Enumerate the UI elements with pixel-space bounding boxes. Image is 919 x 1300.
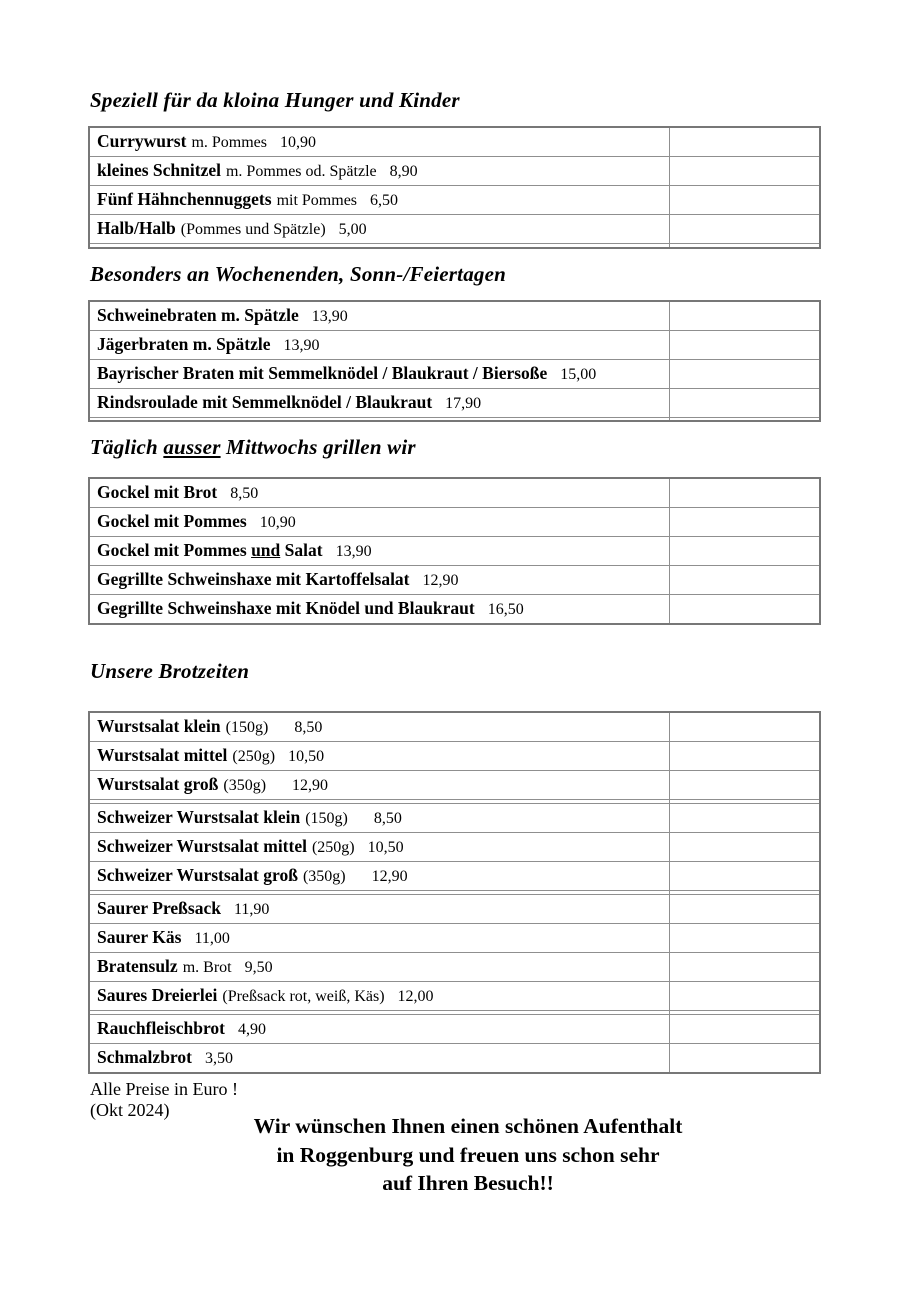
menu-item-row	[89, 953, 820, 982]
heading-text: Täglich	[90, 435, 164, 459]
menu-item-row	[89, 537, 820, 566]
item-name: Currywurst	[97, 131, 187, 151]
notes-cell	[669, 215, 820, 244]
notes-cell	[669, 862, 820, 891]
item-price: 15,00	[560, 365, 597, 383]
menu-table	[88, 711, 821, 1074]
item-price: 10,90	[259, 514, 296, 531]
menu-item-row	[89, 186, 820, 215]
menu-item-cell	[89, 215, 669, 244]
item-description: (250g)	[311, 839, 355, 856]
item-price: 17,90	[445, 394, 482, 412]
notes-cell	[669, 566, 820, 595]
menu-item-row	[89, 1015, 820, 1044]
menu-item-cell	[89, 388, 669, 417]
item-name: kleines Schnitzel	[97, 160, 221, 180]
item-price: 11,90	[233, 901, 270, 918]
menu-item-cell	[89, 595, 669, 625]
notes-cell	[669, 804, 820, 833]
menu-item-row	[89, 742, 820, 771]
menu-item-cell	[89, 359, 669, 388]
item-price: 10,50	[367, 839, 404, 856]
item-description: (150g)	[225, 719, 269, 736]
item-price: 13,90	[311, 307, 348, 325]
item-name: Gockel mit Brot	[97, 482, 218, 502]
item-name: Salat	[280, 540, 323, 560]
item-price: 10,50	[288, 748, 325, 765]
prices-note: Alle Preise in Euro !	[90, 1079, 238, 1099]
notes-cell	[669, 712, 820, 742]
item-price: 12,90	[292, 777, 329, 794]
item-description: (350g)	[302, 868, 346, 885]
footer	[88, 1079, 819, 1198]
item-name: Wurstsalat mittel	[97, 745, 228, 765]
item-price: 8,90	[389, 163, 418, 180]
item-price: 9,50	[244, 959, 273, 976]
menu-item-cell	[89, 1015, 669, 1044]
item-name: Saurer Käs	[97, 927, 182, 947]
item-name: Gockel mit Pommes	[97, 540, 252, 560]
item-name: Rindsroulade mit Semmelknödel / Blaukraut	[97, 391, 433, 412]
menu-item-row	[89, 712, 820, 742]
item-name: Schmalzbrot	[97, 1047, 192, 1067]
spacer-cell	[669, 244, 820, 248]
menu-item-cell	[89, 330, 669, 359]
menu-item-row	[89, 1044, 820, 1074]
item-name: Saures Dreierlei	[97, 985, 218, 1005]
item-price: 8,50	[294, 719, 323, 736]
menu-item-cell	[89, 127, 669, 157]
item-price: 13,90	[283, 336, 320, 354]
menu-section	[88, 659, 819, 1074]
menu-item-cell	[89, 895, 669, 924]
menu-item-cell	[89, 742, 669, 771]
menu-item-row	[89, 388, 820, 417]
notes-cell	[669, 953, 820, 982]
menu-item-row	[89, 127, 820, 157]
farewell-line-2: in Roggenburg und freuen uns schon sehr	[276, 1142, 660, 1167]
menu-item-row	[89, 478, 820, 508]
item-name-underlined: und	[251, 540, 281, 560]
notes-cell	[669, 508, 820, 537]
menu-item-row	[89, 924, 820, 953]
menu-section	[88, 88, 819, 249]
item-description: m. Pommes	[191, 134, 267, 151]
spacer-cell	[89, 417, 669, 421]
menu-item-cell	[89, 1044, 669, 1074]
menu-item-cell	[89, 982, 669, 1011]
menu-item-cell	[89, 301, 669, 331]
menu-item-row	[89, 771, 820, 800]
menu-item-row	[89, 982, 820, 1011]
menu-table	[88, 477, 821, 625]
item-price: 12,90	[422, 572, 459, 589]
menu-item-cell	[89, 712, 669, 742]
menu-table	[88, 126, 821, 249]
notes-cell	[669, 127, 820, 157]
notes-cell	[669, 1015, 820, 1044]
heading-underlined-text: ausser	[163, 435, 221, 459]
menu-item-row	[89, 157, 820, 186]
item-description: (Pommes und Spätzle)	[180, 221, 326, 238]
item-price: 11,00	[194, 930, 230, 947]
menu-section	[88, 435, 819, 625]
notes-cell	[669, 924, 820, 953]
menu-item-cell	[89, 804, 669, 833]
notes-cell	[669, 186, 820, 215]
notes-cell	[669, 1044, 820, 1074]
item-description: mit Pommes	[276, 192, 358, 209]
menu-content	[88, 88, 819, 1198]
item-name: Halb/Halb	[97, 218, 176, 238]
menu-table	[88, 300, 821, 423]
item-name: Gockel mit Pommes	[97, 511, 247, 531]
item-name: Fünf Hähnchennuggets	[97, 189, 272, 209]
notes-cell	[669, 478, 820, 508]
item-description: (250g)	[232, 748, 276, 765]
spacer-row	[89, 417, 820, 421]
item-name: Rauchfleischbrot	[97, 1018, 226, 1038]
item-name: Schweizer Wurstsalat mittel	[97, 836, 307, 856]
item-price: 12,00	[397, 988, 434, 1005]
notes-cell	[669, 330, 820, 359]
section-heading	[90, 88, 819, 113]
item-description: m. Brot	[182, 959, 232, 976]
heading-text: Besonders an Wochenenden, Sonn-/Feiertagen	[90, 261, 507, 286]
notes-cell	[669, 833, 820, 862]
item-name: Saurer Preßsack	[97, 898, 221, 918]
item-price: 6,50	[370, 192, 399, 209]
spacer-cell	[669, 417, 820, 421]
item-price: 8,50	[373, 810, 402, 827]
item-name: Schweizer Wurstsalat klein	[97, 807, 301, 827]
item-description: (Preßsack rot, weiß, Käs)	[222, 988, 385, 1005]
date-note: (Okt 2024)	[90, 1100, 170, 1120]
menu-item-row	[89, 330, 820, 359]
item-name: Bayrischer Braten mit Semmelknödel / Blaukraut / Biersoße	[97, 362, 548, 383]
item-price: 3,50	[204, 1050, 233, 1067]
notes-cell	[669, 595, 820, 625]
menu-item-row	[89, 895, 820, 924]
menu-item-cell	[89, 771, 669, 800]
menu-item-cell	[89, 924, 669, 953]
item-price: 10,90	[280, 134, 316, 151]
section-heading	[90, 435, 819, 460]
heading-text: Speziell für da kloina Hunger und Kinder	[90, 88, 460, 112]
item-name: Schweinebraten m. Spätzle	[97, 304, 299, 325]
menu-item-cell	[89, 186, 669, 215]
heading-text: Mittwochs grillen wir	[220, 435, 416, 459]
item-price: 4,90	[238, 1021, 267, 1038]
menu-item-row	[89, 301, 820, 331]
item-price: 5,00	[338, 221, 367, 238]
menu-section	[88, 262, 819, 423]
item-name: Bratensulz	[97, 956, 178, 976]
menu-item-row	[89, 804, 820, 833]
item-name: Gegrillte Schweinshaxe mit Kartoffelsalat	[97, 569, 410, 589]
item-price: 16,50	[487, 601, 524, 618]
item-name: Wurstsalat klein	[97, 716, 221, 736]
section-heading	[90, 262, 819, 287]
notes-cell	[669, 301, 820, 331]
menu-sections	[88, 88, 819, 1074]
menu-item-cell	[89, 953, 669, 982]
menu-item-cell	[89, 157, 669, 186]
notes-cell	[669, 895, 820, 924]
menu-item-cell	[89, 566, 669, 595]
menu-item-row	[89, 508, 820, 537]
menu-item-cell	[89, 833, 669, 862]
item-name: Gegrillte Schweinshaxe mit Knödel und Blaukraut	[97, 598, 475, 618]
item-price: 12,90	[371, 868, 408, 885]
item-description: (150g)	[305, 810, 348, 827]
spacer-cell	[89, 244, 669, 248]
item-description: (350g)	[223, 777, 267, 794]
menu-item-row	[89, 833, 820, 862]
farewell-message	[118, 1112, 818, 1198]
menu-item-cell	[89, 862, 669, 891]
notes-cell	[669, 359, 820, 388]
menu-item-row	[89, 595, 820, 625]
notes-cell	[669, 537, 820, 566]
menu-item-cell	[89, 537, 669, 566]
item-name: Schweizer Wurstsalat groß	[97, 865, 298, 885]
notes-cell	[669, 742, 820, 771]
item-price: 13,90	[335, 543, 372, 560]
menu-item-row	[89, 359, 820, 388]
item-price: 8,50	[230, 485, 259, 502]
notes-cell	[669, 771, 820, 800]
menu-item-row	[89, 566, 820, 595]
farewell-line-1: Wir wünschen Ihnen einen schönen Aufenthalt	[253, 1114, 683, 1138]
farewell-line-3: auf Ihren Besuch!!	[382, 1171, 554, 1195]
notes-cell	[669, 157, 820, 186]
notes-cell	[669, 982, 820, 1011]
menu-item-cell	[89, 508, 669, 537]
item-description: m. Pommes od. Spätzle	[225, 163, 377, 180]
menu-item-row	[89, 215, 820, 244]
menu-item-cell	[89, 478, 669, 508]
menu-item-row	[89, 862, 820, 891]
section-heading	[90, 659, 819, 684]
notes-cell	[669, 388, 820, 417]
heading-text: Unsere Brotzeiten	[90, 659, 250, 683]
item-name: Wurstsalat groß	[97, 774, 219, 794]
item-name: Jägerbraten m. Spätzle	[97, 333, 271, 354]
spacer-row	[89, 244, 820, 248]
